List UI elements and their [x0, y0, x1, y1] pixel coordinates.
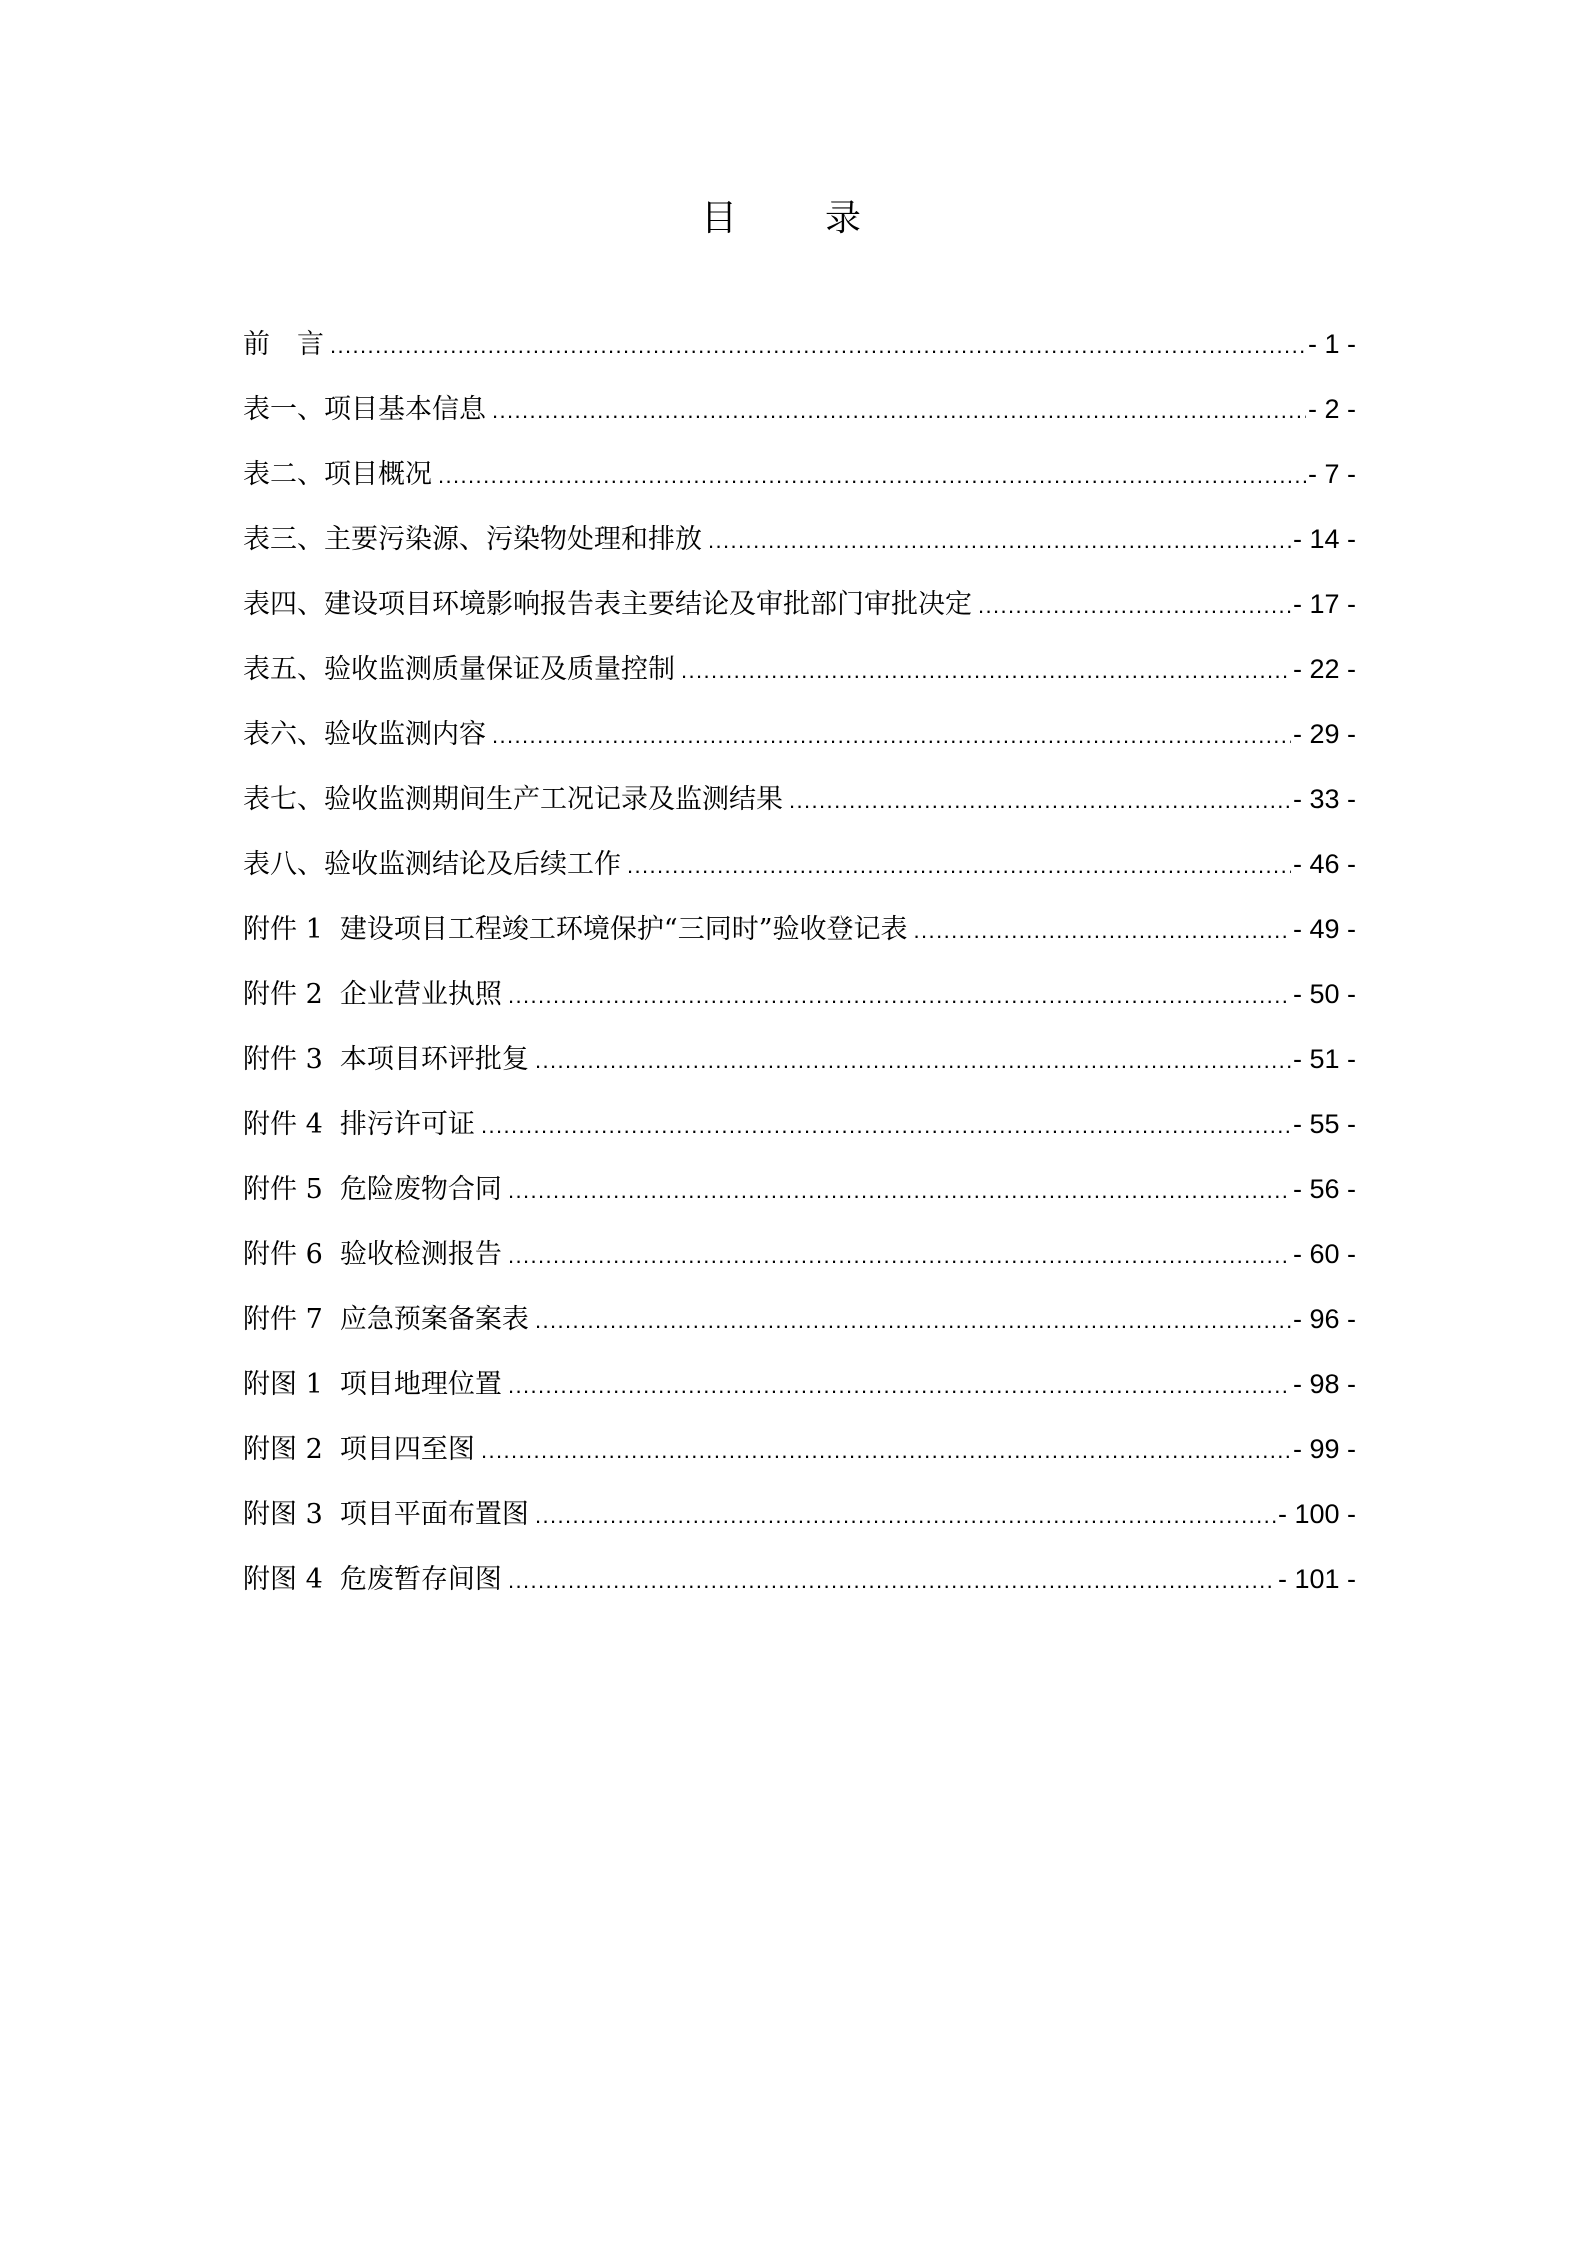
toc-entry[interactable] — [243, 517, 1356, 582]
toc-entry-page-number: - 100 - — [1277, 1499, 1356, 1529]
toc-entry[interactable] — [243, 972, 1356, 1037]
toc-entry[interactable] — [243, 1362, 1356, 1427]
toc-entry-page-number: - 101 - — [1277, 1564, 1356, 1594]
toc-dot-leader — [681, 658, 1291, 684]
toc-entry[interactable] — [243, 777, 1356, 842]
toc-dot-leader — [535, 1308, 1291, 1334]
toc-entry[interactable] — [243, 387, 1356, 452]
toc-entry-label: 表二、项目概况 — [243, 459, 432, 490]
toc-entry-page-number: - 14 - — [1292, 524, 1356, 554]
toc-entry[interactable] — [243, 1167, 1356, 1232]
toc-dot-leader — [535, 1048, 1291, 1074]
toc-entry-page-number: - 60 - — [1292, 1239, 1356, 1269]
toc-entry[interactable] — [243, 322, 1356, 387]
toc-entry[interactable] — [243, 452, 1356, 517]
toc-dot-leader — [508, 1568, 1276, 1594]
toc-entry-page-number: - 51 - — [1292, 1044, 1356, 1074]
toc-entry[interactable] — [243, 907, 1356, 972]
toc-dot-leader — [789, 788, 1291, 814]
toc-entry-label: 表八、验收监测结论及后续工作 — [243, 849, 621, 880]
toc-dot-leader — [627, 853, 1291, 879]
toc-entry-label: 表一、项目基本信息 — [243, 394, 486, 425]
toc-entry-label: 附件 2 企业营业执照 — [243, 979, 502, 1010]
toc-dot-leader — [438, 463, 1306, 489]
toc-dot-leader — [492, 398, 1306, 424]
toc-entry[interactable] — [243, 1297, 1356, 1362]
toc-entry-label: 表七、验收监测期间生产工况记录及监测结果 — [243, 784, 783, 815]
toc-entry-label: 表五、验收监测质量保证及质量控制 — [243, 654, 675, 685]
toc-entry-label: 附图 2 项目四至图 — [243, 1434, 475, 1465]
toc-entry-page-number: - 49 - — [1292, 914, 1356, 944]
toc-entry[interactable] — [243, 1492, 1356, 1557]
toc-entry-label: 附件 7 应急预案备案表 — [243, 1304, 529, 1335]
toc-entry[interactable] — [243, 1427, 1356, 1492]
toc-entry[interactable] — [243, 1037, 1356, 1102]
toc-dot-leader — [708, 528, 1291, 554]
toc-entry[interactable] — [243, 842, 1356, 907]
toc-entry-label: 前 言 — [243, 329, 324, 360]
toc-entry-label: 表四、建设项目环境影响报告表主要结论及审批部门审批决定 — [243, 589, 972, 620]
page-title: 目 录 — [700, 198, 887, 239]
toc-entry[interactable] — [243, 647, 1356, 712]
toc-dot-leader — [330, 333, 1306, 359]
toc-entry[interactable] — [243, 582, 1356, 647]
toc-entry-page-number: - 98 - — [1292, 1369, 1356, 1399]
toc-dot-leader — [914, 918, 1291, 944]
toc-entry-page-number: - 7 - — [1307, 459, 1356, 489]
toc-entry-page-number: - 2 - — [1307, 394, 1356, 424]
toc-entry-page-number: - 33 - — [1292, 784, 1356, 814]
toc-entry-label: 附件 3 本项目环评批复 — [243, 1044, 529, 1075]
toc-entry-label: 附件 4 排污许可证 — [243, 1109, 475, 1140]
toc-entry-page-number: - 55 - — [1292, 1109, 1356, 1139]
toc-dot-leader — [508, 1373, 1291, 1399]
toc-entry-label: 附件 1 建设项目工程竣工环境保护“三同时”验收登记表 — [243, 914, 908, 945]
toc-dot-leader — [508, 1243, 1291, 1269]
toc-dot-leader — [481, 1438, 1291, 1464]
toc-entry-label: 表六、验收监测内容 — [243, 719, 486, 750]
toc-entry-page-number: - 46 - — [1292, 849, 1356, 879]
toc-entry-label: 附件 6 验收检测报告 — [243, 1239, 502, 1270]
toc-entry-page-number: - 17 - — [1292, 589, 1356, 619]
toc-entry-page-number: - 96 - — [1292, 1304, 1356, 1334]
toc-dot-leader — [535, 1503, 1276, 1529]
toc-entry-page-number: - 29 - — [1292, 719, 1356, 749]
toc-dot-leader — [508, 1178, 1291, 1204]
toc-entry-page-number: - 50 - — [1292, 979, 1356, 1009]
toc-entry[interactable] — [243, 712, 1356, 777]
toc-entry-page-number: - 22 - — [1292, 654, 1356, 684]
toc-entry[interactable] — [243, 1557, 1356, 1622]
toc-dot-leader — [508, 983, 1291, 1009]
toc-entry-label: 表三、主要污染源、污染物处理和排放 — [243, 524, 702, 555]
table-of-contents — [243, 322, 1356, 1622]
toc-entry-page-number: - 99 - — [1292, 1434, 1356, 1464]
toc-entry-label: 附图 1 项目地理位置 — [243, 1369, 502, 1400]
toc-entry-label: 附图 4 危废暂存间图 — [243, 1564, 502, 1595]
toc-dot-leader — [481, 1113, 1291, 1139]
toc-entry-label: 附图 3 项目平面布置图 — [243, 1499, 529, 1530]
toc-entry[interactable] — [243, 1102, 1356, 1167]
toc-dot-leader — [978, 593, 1291, 619]
toc-entry[interactable] — [243, 1232, 1356, 1297]
toc-entry-page-number: - 1 - — [1307, 329, 1356, 359]
toc-dot-leader — [492, 723, 1291, 749]
toc-entry-label: 附件 5 危险废物合同 — [243, 1174, 502, 1205]
toc-entry-page-number: - 56 - — [1292, 1174, 1356, 1204]
